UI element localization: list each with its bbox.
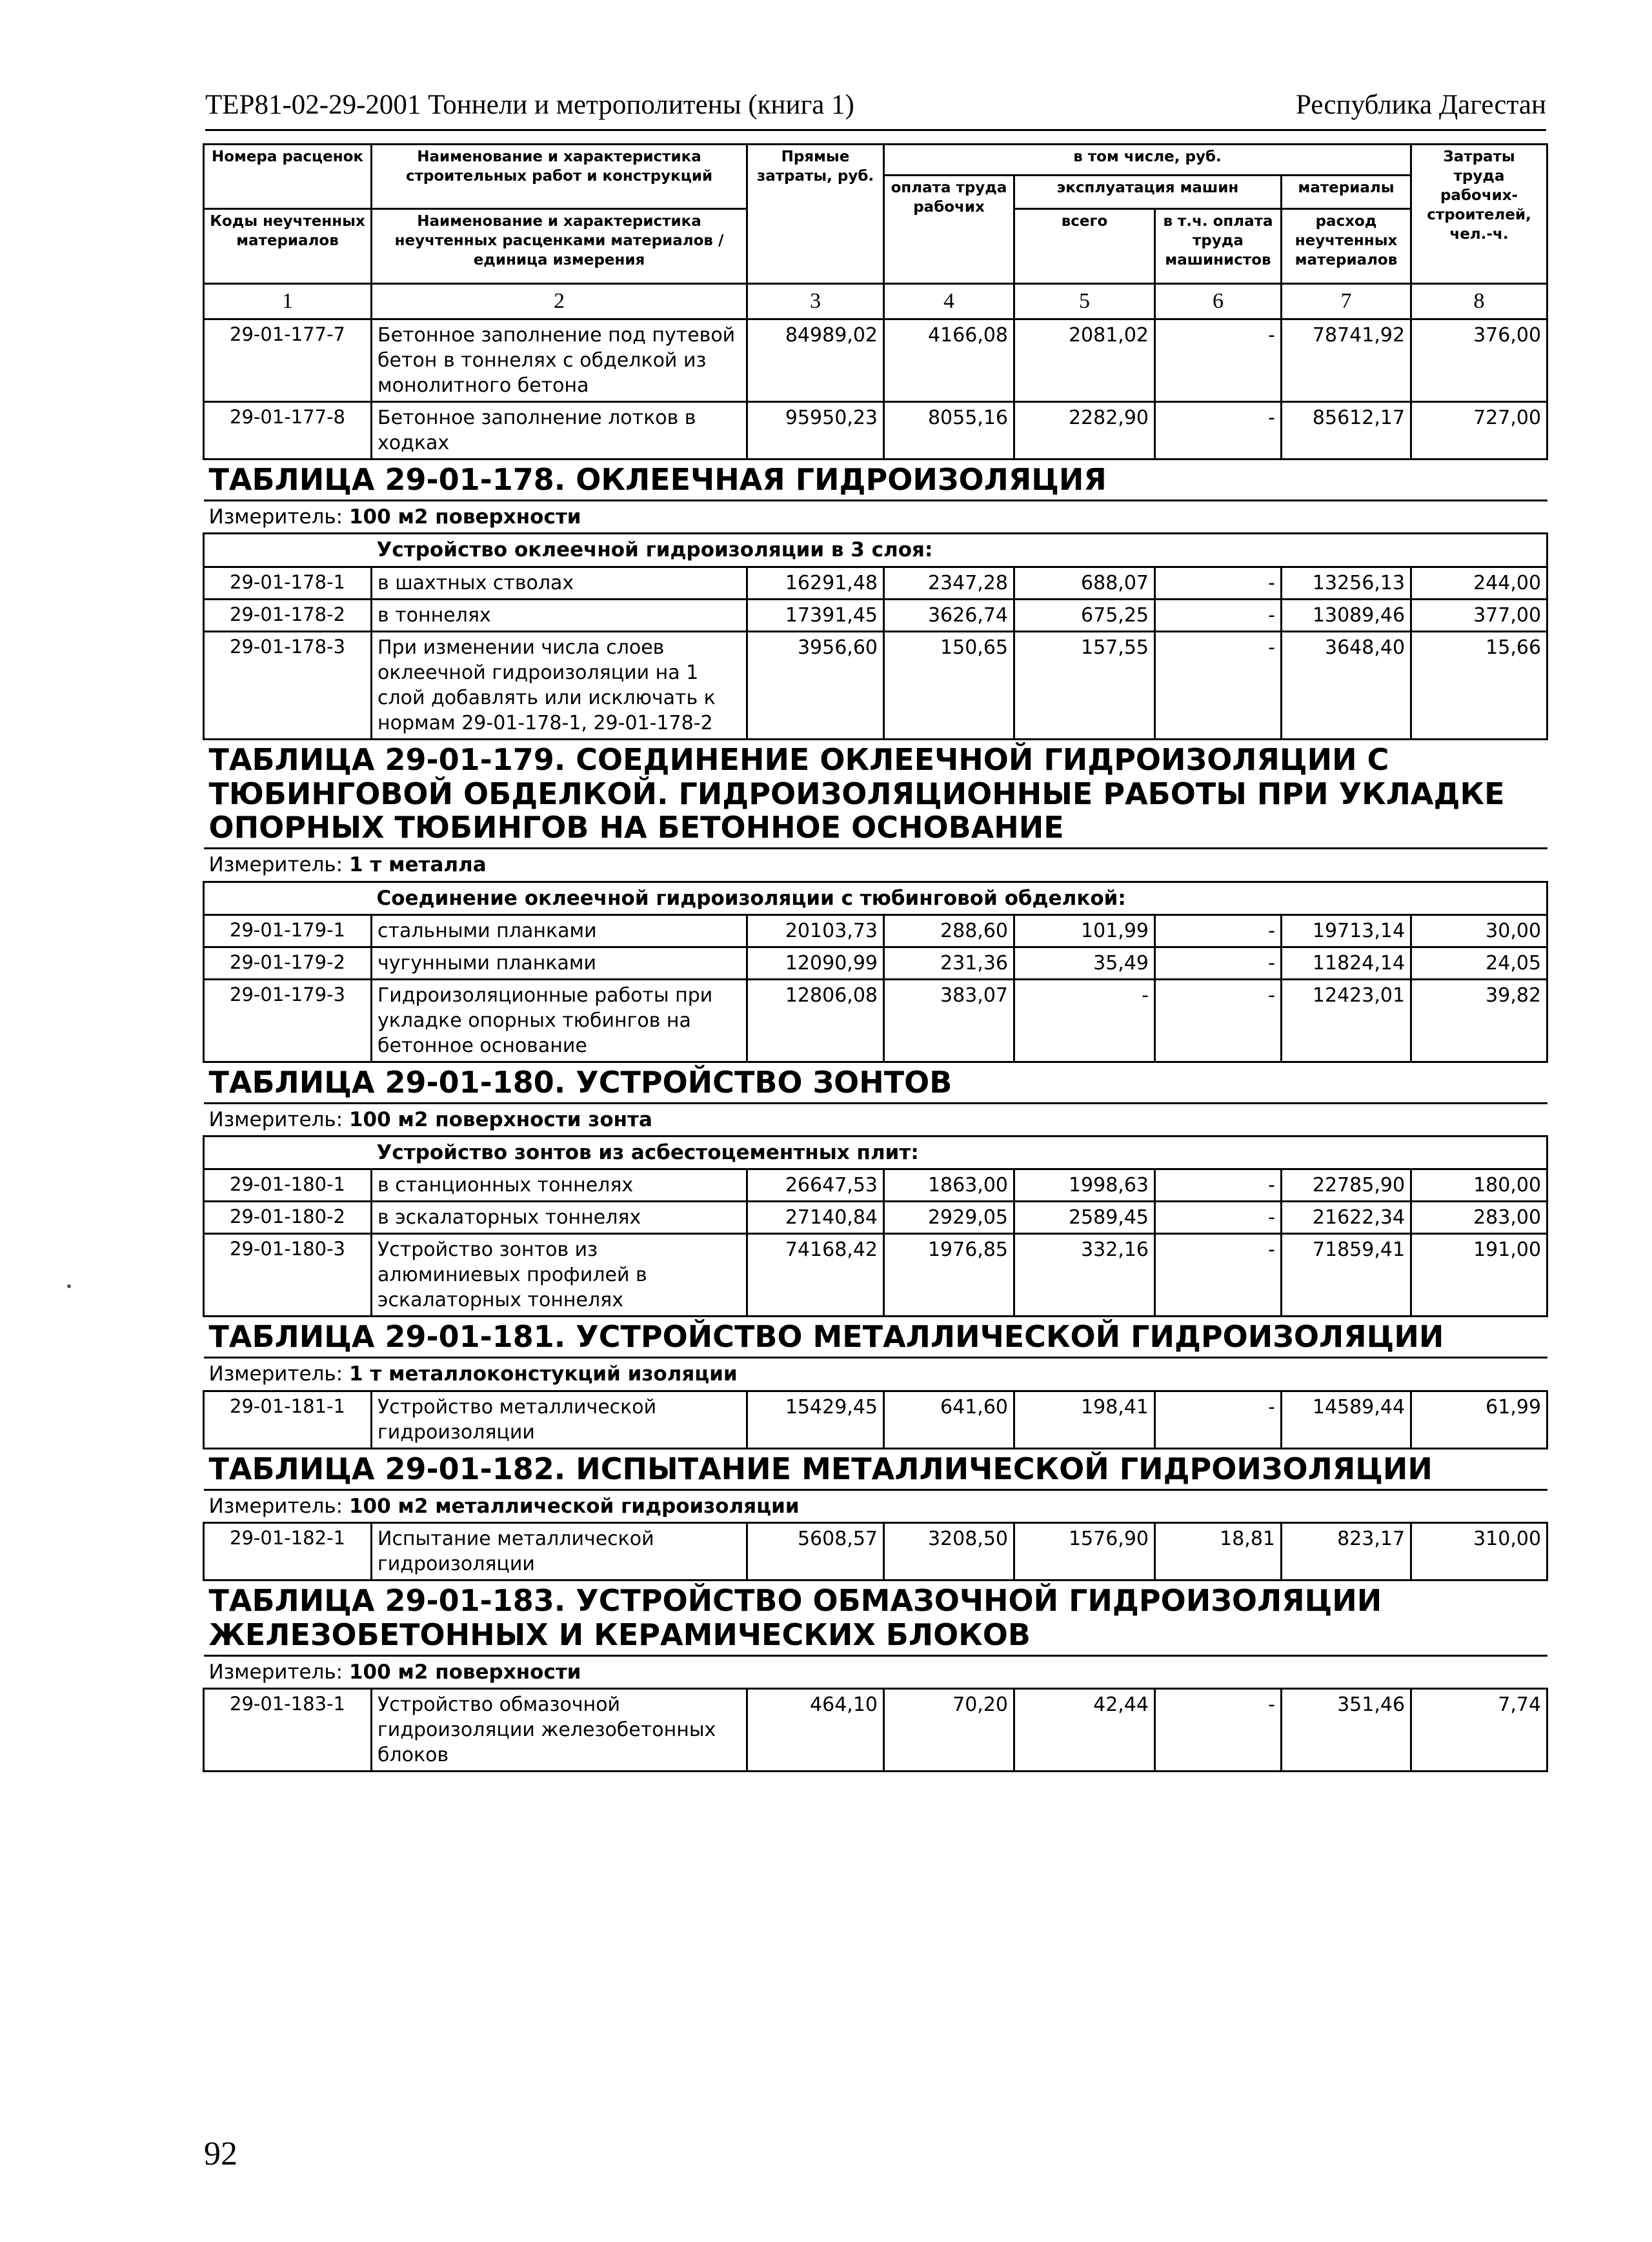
region-name: Республика Дагестан — [1295, 90, 1546, 120]
norm-name: Бетонное заполнение под путевой бетон в тоннелях с обделкой из монолитного бетона — [372, 319, 747, 402]
norm-name: При изменении числа слоев оклеечной гидроизоляции на 1 слой добавлять или исключать к нормам 29-01-178-1, 29-01-178-2 — [372, 631, 747, 739]
materials-cost: 12423,01 — [1282, 979, 1411, 1062]
labor-hours: 376,00 — [1411, 319, 1547, 402]
labor-wages: 2929,05 — [884, 1202, 1014, 1234]
norm-code: 29-01-180-2 — [204, 1202, 372, 1234]
measure-unit: Измеритель: 1 т металлоконстукций изоляции — [204, 1358, 1547, 1391]
machinist-wages: - — [1155, 631, 1282, 739]
subgroup-title: Устройство оклеечной гидроизоляции в 3 слоя: — [372, 534, 1547, 567]
direct-costs: 74168,42 — [747, 1234, 884, 1317]
table-row — [204, 402, 1547, 460]
direct-costs: 464,10 — [747, 1688, 884, 1771]
measure-row — [204, 1358, 1547, 1391]
norm-code: 29-01-177-8 — [204, 402, 372, 460]
table-title-row — [204, 1580, 1547, 1655]
measure-unit: Измеритель: 100 м2 поверхности — [204, 1655, 1547, 1688]
labor-wages: 150,65 — [884, 631, 1014, 739]
table-title-178: ТАБЛИЦА 29-01-178. ОКЛЕЕЧНАЯ ГИДРОИЗОЛЯЦИЯ — [204, 460, 1547, 501]
direct-costs: 12090,99 — [747, 947, 884, 979]
norm-name: Бетонное заполнение лотков в ходках — [372, 402, 747, 460]
labor-wages: 4166,08 — [884, 319, 1014, 402]
norm-code: 29-01-180-3 — [204, 1234, 372, 1317]
table-title-row — [204, 1448, 1547, 1490]
subheader-row — [204, 534, 1547, 567]
direct-costs: 26647,53 — [747, 1169, 884, 1202]
including-head: в том числе, руб. — [884, 145, 1411, 176]
machine-costs: 35,49 — [1014, 947, 1155, 979]
table-title-row — [204, 1062, 1547, 1103]
direct-costs: 15429,45 — [747, 1391, 884, 1448]
col-2-head-bottom: Наименование и характеристика неучтенных расценками материалов / единица измерения — [372, 209, 747, 284]
labor-wages: 3208,50 — [884, 1522, 1014, 1580]
labor-wages: 288,60 — [884, 914, 1014, 947]
labor-wages: 3626,74 — [884, 599, 1014, 631]
machinist-wages: - — [1155, 1391, 1282, 1448]
norms-table — [203, 143, 1548, 1772]
machinist-wages: - — [1155, 402, 1282, 460]
table-title-180: ТАБЛИЦА 29-01-180. УСТРОЙСТВО ЗОНТОВ — [204, 1062, 1547, 1103]
machinist-wages: - — [1155, 914, 1282, 947]
materials-head: материалы — [1282, 176, 1411, 209]
machines-head: эксплуатация машин — [1014, 176, 1282, 209]
table-row — [204, 319, 1547, 402]
labor-wages: 8055,16 — [884, 402, 1014, 460]
table-row — [204, 947, 1547, 979]
norm-name: чугунными планками — [372, 947, 747, 979]
col-4-head: оплата труда рабочих — [884, 176, 1014, 284]
norm-name: в эскалаторных тоннелях — [372, 1202, 747, 1234]
table-title-row — [204, 1317, 1547, 1358]
machine-costs: 675,25 — [1014, 599, 1155, 631]
machine-costs: 2081,02 — [1014, 319, 1155, 402]
labor-wages: 70,20 — [884, 1688, 1014, 1771]
labor-wages: 1863,00 — [884, 1169, 1014, 1202]
col-number: 6 — [1155, 284, 1282, 319]
direct-costs: 12806,08 — [747, 979, 884, 1062]
direct-costs: 16291,48 — [747, 567, 884, 599]
labor-hours: 24,05 — [1411, 947, 1547, 979]
materials-cost: 13256,13 — [1282, 567, 1411, 599]
machinist-wages: - — [1155, 1169, 1282, 1202]
col-7-head: расход неучтенных материалов — [1282, 209, 1411, 284]
table-row — [204, 631, 1547, 739]
norm-code: 29-01-177-7 — [204, 319, 372, 402]
norm-code: 29-01-178-2 — [204, 599, 372, 631]
machine-costs: 332,16 — [1014, 1234, 1155, 1317]
col-number: 2 — [372, 284, 747, 319]
scan-speck — [67, 1284, 71, 1288]
machinist-wages: - — [1155, 567, 1282, 599]
machine-costs: 2282,90 — [1014, 402, 1155, 460]
materials-cost: 14589,44 — [1282, 1391, 1411, 1448]
labor-wages: 231,36 — [884, 947, 1014, 979]
machinist-wages: - — [1155, 979, 1282, 1062]
norm-code: 29-01-182-1 — [204, 1522, 372, 1580]
col-3-head: Прямые затраты, руб. — [747, 145, 884, 284]
labor-hours: 310,00 — [1411, 1522, 1547, 1580]
measure-unit: Измеритель: 100 м2 поверхности зонта — [204, 1103, 1547, 1136]
table-row — [204, 914, 1547, 947]
labor-hours: 61,99 — [1411, 1391, 1547, 1448]
col-5-head: всего — [1014, 209, 1155, 284]
norm-name: Испытание металлической гидроизоляции — [372, 1522, 747, 1580]
machine-costs: 688,07 — [1014, 567, 1155, 599]
direct-costs: 84989,02 — [747, 319, 884, 402]
materials-cost: 78741,92 — [1282, 319, 1411, 402]
table-row — [204, 1522, 1547, 1580]
direct-costs: 3956,60 — [747, 631, 884, 739]
materials-cost: 85612,17 — [1282, 402, 1411, 460]
norm-code: 29-01-179-1 — [204, 914, 372, 947]
measure-row — [204, 1655, 1547, 1688]
machine-costs: 157,55 — [1014, 631, 1155, 739]
norm-code: 29-01-179-2 — [204, 947, 372, 979]
table-title-179: ТАБЛИЦА 29-01-179. СОЕДИНЕНИЕ ОКЛЕЕЧНОЙ ГИДРОИЗОЛЯЦИИ С ТЮБИНГОВОЙ ОБДЕЛКОЙ. ГИДРОИЗОЛЯЦИОННЫЕ РАБОТЫ ПРИ УКЛАДКЕ ОПОРНЫХ ТЮБИНГОВ НА БЕТОННОЕ ОСНОВАНИЕ — [204, 739, 1547, 849]
machinist-wages: - — [1155, 1202, 1282, 1234]
table-row — [204, 1391, 1547, 1448]
labor-wages: 383,07 — [884, 979, 1014, 1062]
labor-wages: 2347,28 — [884, 567, 1014, 599]
labor-hours: 244,00 — [1411, 567, 1547, 599]
document-title: ТЕР81-02-29-2001 Тоннели и метрополитены (книга 1) — [205, 90, 854, 120]
table-title-row — [204, 460, 1547, 501]
materials-cost: 13089,46 — [1282, 599, 1411, 631]
measure-unit: Измеритель: 1 т металла — [204, 849, 1547, 882]
table-row — [204, 979, 1547, 1062]
table-title-181: ТАБЛИЦА 29-01-181. УСТРОЙСТВО МЕТАЛЛИЧЕСКОЙ ГИДРОИЗОЛЯЦИИ — [204, 1317, 1547, 1358]
norm-name: в шахтных стволах — [372, 567, 747, 599]
page-number: 92 — [204, 2136, 237, 2172]
machine-costs: 198,41 — [1014, 1391, 1155, 1448]
norm-code: 29-01-178-1 — [204, 567, 372, 599]
table-row — [204, 567, 1547, 599]
norm-name: Гидроизоляционные работы при укладке опорных тюбингов на бетонное основание — [372, 979, 747, 1062]
measure-row — [204, 849, 1547, 882]
subheader-row — [204, 882, 1547, 914]
materials-cost: 3648,40 — [1282, 631, 1411, 739]
subgroup-title: Соединение оклеечной гидроизоляции с тюбинговой обделкой: — [372, 882, 1547, 914]
norm-name: Устройство обмазочной гидроизоляции железобетонных блоков — [372, 1688, 747, 1771]
table-title-182: ТАБЛИЦА 29-01-182. ИСПЫТАНИЕ МЕТАЛЛИЧЕСКОЙ ГИДРОИЗОЛЯЦИИ — [204, 1448, 1547, 1490]
labor-wages: 1976,85 — [884, 1234, 1014, 1317]
subgroup-title: Устройство зонтов из асбестоцементных плит: — [372, 1136, 1547, 1169]
machinist-wages: - — [1155, 1234, 1282, 1317]
table-row — [204, 1234, 1547, 1317]
col-number: 5 — [1014, 284, 1155, 319]
norm-code: 29-01-179-3 — [204, 979, 372, 1062]
materials-cost: 22785,90 — [1282, 1169, 1411, 1202]
machinist-wages: - — [1155, 599, 1282, 631]
labor-hours: 283,00 — [1411, 1202, 1547, 1234]
norm-code: 29-01-180-1 — [204, 1169, 372, 1202]
materials-cost: 823,17 — [1282, 1522, 1411, 1580]
measure-row — [204, 1490, 1547, 1522]
table-row — [204, 599, 1547, 631]
table-row — [204, 1202, 1547, 1234]
machine-costs: 101,99 — [1014, 914, 1155, 947]
col-8-head: Затраты труда рабочих-строителей, чел.-ч. — [1411, 145, 1547, 284]
col-number: 4 — [884, 284, 1014, 319]
measure-row — [204, 501, 1547, 534]
machine-costs: 2589,45 — [1014, 1202, 1155, 1234]
labor-hours: 30,00 — [1411, 914, 1547, 947]
col-2-head-top: Наименование и характеристика строительных работ и конструкций — [372, 145, 747, 209]
norm-name: в тоннелях — [372, 599, 747, 631]
norm-name: стальными планками — [372, 914, 747, 947]
col-6-head: в т.ч. оплата труда машинистов — [1155, 209, 1282, 284]
labor-wages: 641,60 — [884, 1391, 1014, 1448]
materials-cost: 11824,14 — [1282, 947, 1411, 979]
materials-cost: 71859,41 — [1282, 1234, 1411, 1317]
subheader-row — [204, 1136, 1547, 1169]
col-1-head-bottom: Коды неучтенных материалов — [204, 209, 372, 284]
materials-cost: 351,46 — [1282, 1688, 1411, 1771]
norm-name: Устройство зонтов из алюминиевых профилей в эскалаторных тоннелях — [372, 1234, 747, 1317]
col-number: 7 — [1282, 284, 1411, 319]
direct-costs: 17391,45 — [747, 599, 884, 631]
direct-costs: 5608,57 — [747, 1522, 884, 1580]
labor-hours: 15,66 — [1411, 631, 1547, 739]
measure-unit: Измеритель: 100 м2 металлической гидроизоляции — [204, 1490, 1547, 1522]
measure-row — [204, 1103, 1547, 1136]
labor-hours: 180,00 — [1411, 1169, 1547, 1202]
labor-hours: 39,82 — [1411, 979, 1547, 1062]
machinist-wages: - — [1155, 319, 1282, 402]
table-title-row — [204, 739, 1547, 849]
table-row — [204, 1169, 1547, 1202]
labor-hours: 7,74 — [1411, 1688, 1547, 1771]
machinist-wages: - — [1155, 1688, 1282, 1771]
materials-cost: 19713,14 — [1282, 914, 1411, 947]
machine-costs: - — [1014, 979, 1155, 1062]
machinist-wages: - — [1155, 947, 1282, 979]
labor-hours: 191,00 — [1411, 1234, 1547, 1317]
header-row-1 — [204, 145, 1547, 176]
machine-costs: 1998,63 — [1014, 1169, 1155, 1202]
direct-costs: 20103,73 — [747, 914, 884, 947]
machinist-wages: 18,81 — [1155, 1522, 1282, 1580]
col-1-head-top: Номера расценок — [204, 145, 372, 209]
page-header — [205, 89, 1546, 131]
table-title-183: ТАБЛИЦА 29-01-183. УСТРОЙСТВО ОБМАЗОЧНОЙ ГИДРОИЗОЛЯЦИИ ЖЕЛЕЗОБЕТОННЫХ И КЕРАМИЧЕСКИХ БЛОКОВ — [204, 1580, 1547, 1655]
direct-costs: 27140,84 — [747, 1202, 884, 1234]
col-number: 8 — [1411, 284, 1547, 319]
machine-costs: 42,44 — [1014, 1688, 1155, 1771]
machine-costs: 1576,90 — [1014, 1522, 1155, 1580]
labor-hours: 727,00 — [1411, 402, 1547, 460]
norm-name: в станционных тоннелях — [372, 1169, 747, 1202]
labor-hours: 377,00 — [1411, 599, 1547, 631]
measure-unit: Измеритель: 100 м2 поверхности — [204, 501, 1547, 534]
direct-costs: 95950,23 — [747, 402, 884, 460]
col-number: 1 — [204, 284, 372, 319]
norm-name: Устройство металлической гидроизоляции — [372, 1391, 747, 1448]
norm-code: 29-01-181-1 — [204, 1391, 372, 1448]
norm-code: 29-01-183-1 — [204, 1688, 372, 1771]
norm-code: 29-01-178-3 — [204, 631, 372, 739]
col-number: 3 — [747, 284, 884, 319]
materials-cost: 21622,34 — [1282, 1202, 1411, 1234]
column-numbers-row — [204, 284, 1547, 319]
table-row — [204, 1688, 1547, 1771]
